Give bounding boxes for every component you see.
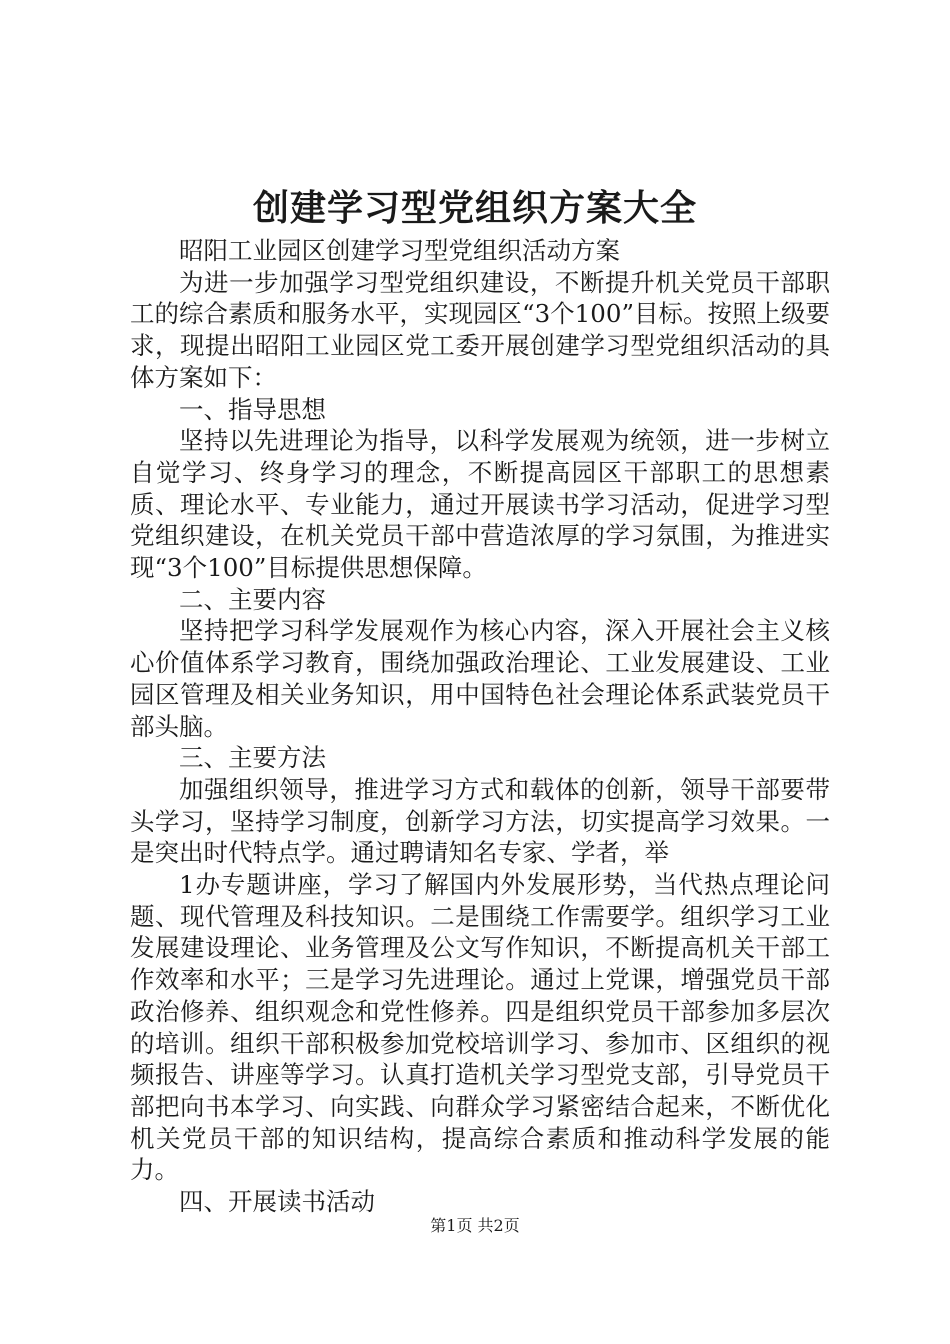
section-heading-main-content: 二、主要内容 [179,584,326,614]
page-footer: 第1页 共2页 [430,1216,520,1235]
subtitle-paragraph: 昭阳工业园区创建学习型党组织活动方案 [179,236,620,265]
section-heading-reading-activities: 四、开展读书活动 [179,1187,375,1217]
main-content-paragraph: 坚持把学习科学发展观作为核心内容，深入开展社会主义核心价值体系学习教育，围绕加强政治理论、工业发展建设、工业园区管理及相关业务知识，用中国特色社会理论体系武装党员干部头脑。 [130,616,830,741]
document-body [130,235,830,1218]
main-methods-continued-paragraph: 1办专题讲座，学习了解国内外发展形势，当代热点理论问题、现代管理及科技知识。二是围绕工作需要学。组织学习工业发展建设理论、业务管理及公文写作知识，不断提高机关干部工作效率和水平；三是学习先进理论。通过上党课，增强党员干部政治修养、组织观念和党性修养。四是组织党员干部参加多层次的培训。组织干部积极参加党校培训学习、参加市、区组织的视频报告、讲座等学习。认真打造机关学习型党支部，引导党员干部把向书本学习、向实践、向群众学习紧密结合起来，不断优化机关党员干部的知识结构，提高综合素质和推动科学发展的能力。 [130,870,830,1185]
section-heading-guiding-thought: 一、指导思想 [179,394,326,424]
section-heading-main-methods: 三、主要方法 [179,743,326,773]
main-methods-paragraph: 加强组织领导，推进学习方式和载体的创新，领导干部要带头学习，坚持学习制度，创新学习方法，切实提高学习效果。一是突出时代特点学。通过聘请知名专家、学者，举 [130,774,830,868]
intro-paragraph: 为进一步加强学习型党组织建设，不断提升机关党员干部职工的综合素质和服务水平，实现园区“3个100”目标。按照上级要求，现提出昭阳工业园区党工委开展创建学习型党组织活动的具体方案如下： [130,267,830,392]
page-title: 创建学习型党组织方案大全 [252,187,697,229]
guiding-thought-paragraph: 坚持以先进理论为指导，以科学发展观为统领，进一步树立自觉学习、终身学习的理念，不断提高园区干部职工的思想素质、理论水平、专业能力，通过开展读书学习活动，促进学习型党组织建设，在机关党员干部中营造浓厚的学习氛围，为推进实现“3个100”目标提供思想保障。 [130,426,830,583]
